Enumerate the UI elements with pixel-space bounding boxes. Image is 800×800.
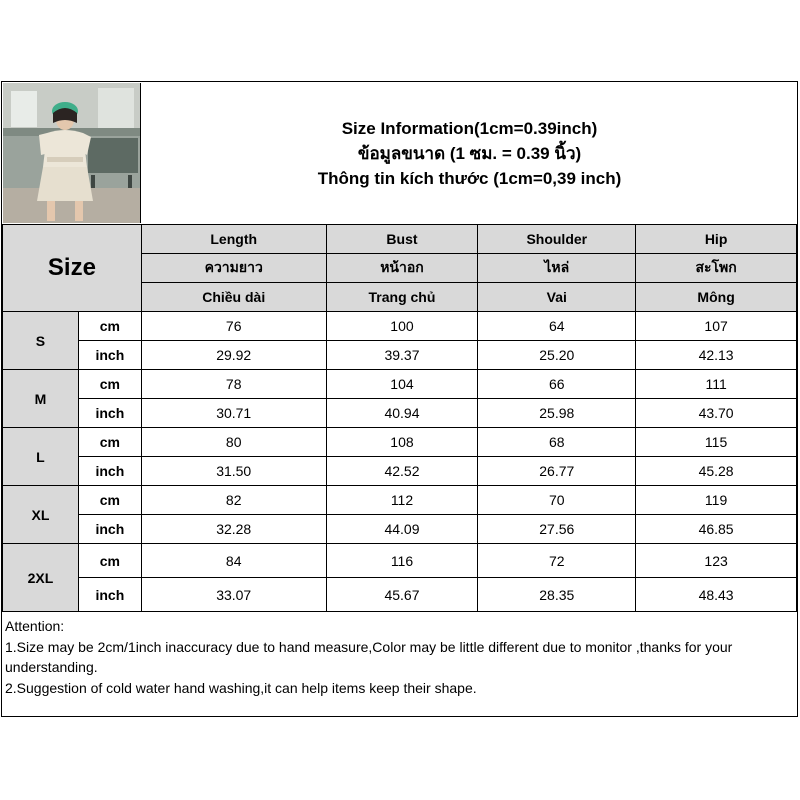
hip-cm: 107 xyxy=(636,312,797,341)
length-cm: 78 xyxy=(141,370,326,399)
table-row xyxy=(3,578,797,612)
shoulder-inch: 28.35 xyxy=(478,578,636,612)
hip-cm: 119 xyxy=(636,486,797,515)
hip-cm: 123 xyxy=(636,544,797,578)
shoulder-cm: 68 xyxy=(478,428,636,457)
size-label-xl: XL xyxy=(3,486,79,544)
bust-cm: 104 xyxy=(326,370,478,399)
shoulder-inch: 25.98 xyxy=(478,399,636,428)
attention-notes xyxy=(2,616,797,698)
hip-inch: 42.13 xyxy=(636,341,797,370)
length-cm: 80 xyxy=(141,428,326,457)
size-information-title xyxy=(142,82,797,224)
bust-cm: 112 xyxy=(326,486,478,515)
shoulder-inch: 27.56 xyxy=(478,515,636,544)
size-label-l: L xyxy=(3,428,79,486)
attention-note-2: 2.Suggestion of cold water hand washing,it can help items keep their shape. xyxy=(5,679,477,696)
chart-header xyxy=(2,82,797,225)
table-row xyxy=(3,544,797,578)
unit-inch: inch xyxy=(78,457,141,486)
column-header-length-vietnamese: Chiều dài xyxy=(141,283,326,312)
bust-inch: 39.37 xyxy=(326,341,478,370)
unit-inch: inch xyxy=(78,578,141,612)
unit-inch: inch xyxy=(78,399,141,428)
hip-inch: 43.70 xyxy=(636,399,797,428)
hip-inch: 46.85 xyxy=(636,515,797,544)
unit-inch: inch xyxy=(78,515,141,544)
table-row xyxy=(3,486,797,515)
bust-cm: 108 xyxy=(326,428,478,457)
title-vietnamese: Thông tin kích thước (1cm=0,39 inch) xyxy=(317,168,622,188)
hip-inch: 45.28 xyxy=(636,457,797,486)
column-header-hip-vietnamese: Mông xyxy=(636,283,797,312)
column-header-hip-thai: สะโพก xyxy=(636,254,797,283)
shoulder-cm: 66 xyxy=(478,370,636,399)
title-english: Size Information(1cm=0.39inch) xyxy=(341,118,598,138)
table-row xyxy=(3,457,797,486)
size-table xyxy=(2,224,797,612)
table-row xyxy=(3,515,797,544)
length-cm: 76 xyxy=(141,312,326,341)
bust-inch: 42.52 xyxy=(326,457,478,486)
unit-cm: cm xyxy=(78,428,141,457)
attention-note-1: 1.Size may be 2cm/1inch inaccuracy due to hand measure,Color may be little different due to monitor ,thanks for your understanding. xyxy=(5,638,733,675)
column-header-bust-vietnamese: Trang chủ xyxy=(326,283,478,312)
length-inch: 33.07 xyxy=(141,578,326,612)
attention-title: Attention: xyxy=(5,618,65,634)
table-row xyxy=(3,428,797,457)
hip-cm: 111 xyxy=(636,370,797,399)
unit-cm: cm xyxy=(78,486,141,515)
unit-cm: cm xyxy=(78,370,141,399)
table-row xyxy=(3,341,797,370)
table-row xyxy=(3,312,797,341)
unit-cm: cm xyxy=(78,544,141,578)
column-header-length-thai: ความยาว xyxy=(141,254,326,283)
hip-inch: 48.43 xyxy=(636,578,797,612)
length-inch: 32.28 xyxy=(141,515,326,544)
table-row xyxy=(3,370,797,399)
column-header-bust-thai: หน้าอก xyxy=(326,254,478,283)
length-inch: 30.71 xyxy=(141,399,326,428)
bust-cm: 116 xyxy=(326,544,478,578)
bust-cm: 100 xyxy=(326,312,478,341)
size-header: Size xyxy=(3,225,142,312)
column-header-hip: Hip xyxy=(636,225,797,254)
unit-inch: inch xyxy=(78,341,141,370)
bust-inch: 40.94 xyxy=(326,399,478,428)
length-cm: 84 xyxy=(141,544,326,578)
column-header-shoulder: Shoulder xyxy=(478,225,636,254)
size-label-m: M xyxy=(3,370,79,428)
unit-cm: cm xyxy=(78,312,141,341)
size-label-s: S xyxy=(3,312,79,370)
bust-inch: 44.09 xyxy=(326,515,478,544)
shoulder-cm: 64 xyxy=(478,312,636,341)
product-photo xyxy=(3,83,141,223)
length-inch: 29.92 xyxy=(141,341,326,370)
length-inch: 31.50 xyxy=(141,457,326,486)
size-chart-sheet xyxy=(1,81,798,717)
column-header-shoulder-thai: ไหล่ xyxy=(478,254,636,283)
model-photo-illustration xyxy=(3,83,140,223)
hip-cm: 115 xyxy=(636,428,797,457)
title-thai: ข้อมูลขนาด (1 ซม. = 0.39 นิ้ว) xyxy=(357,143,582,163)
size-label-2xl: 2XL xyxy=(3,544,79,612)
shoulder-cm: 72 xyxy=(478,544,636,578)
shoulder-cm: 70 xyxy=(478,486,636,515)
shoulder-inch: 25.20 xyxy=(478,341,636,370)
column-header-length: Length xyxy=(141,225,326,254)
table-row xyxy=(3,399,797,428)
column-header-shoulder-vietnamese: Vai xyxy=(478,283,636,312)
column-header-bust: Bust xyxy=(326,225,478,254)
shoulder-inch: 26.77 xyxy=(478,457,636,486)
bust-inch: 45.67 xyxy=(326,578,478,612)
length-cm: 82 xyxy=(141,486,326,515)
